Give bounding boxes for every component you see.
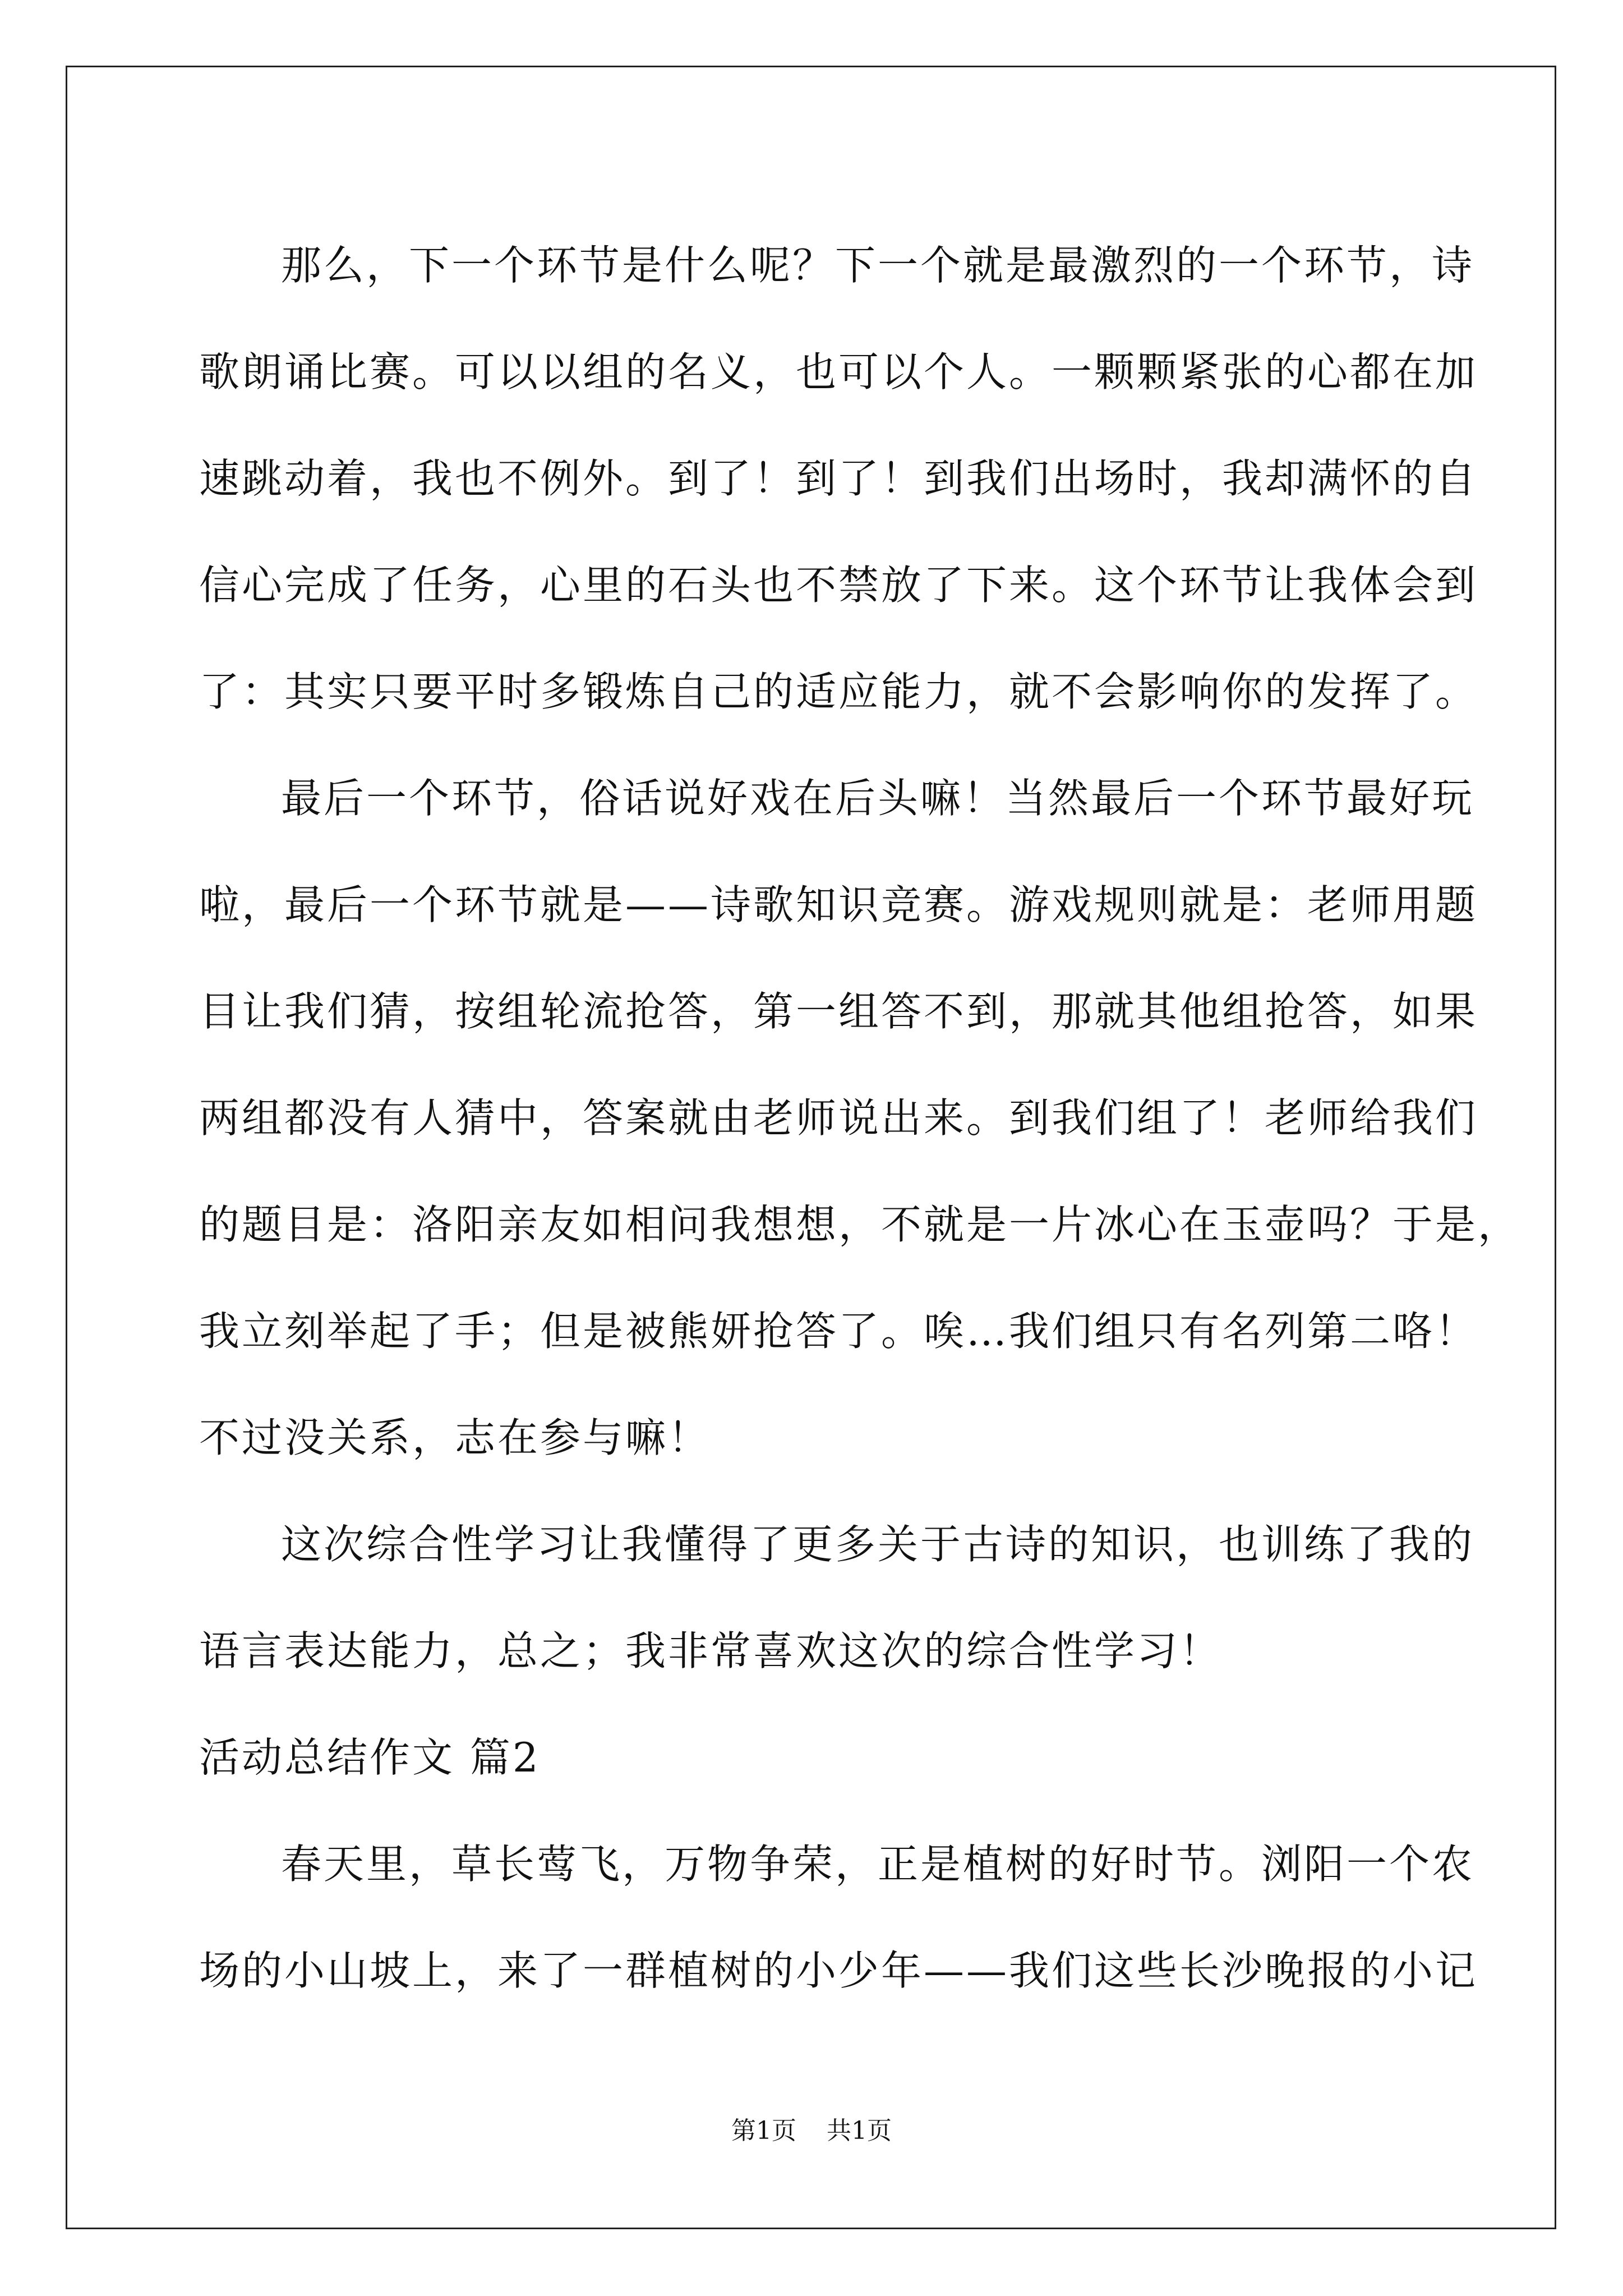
paragraph-2 <box>199 745 1521 1491</box>
text-line: 春天里，草长莺飞，万物争荣，正是植树的好时节。浏阳一个农 <box>281 1841 1475 1888</box>
text-line: 我立刻举起了手；但是被熊妍抢答了。唉…我们组只有名列第二咯！ <box>199 1308 1478 1355</box>
text-line: 信心完成了任务，心里的石头也不禁放了下来。这个环节让我体会到 <box>199 562 1478 609</box>
text-line: 不过没关系，志在参与嘛！ <box>199 1414 711 1461</box>
document-body <box>199 212 1521 2024</box>
paragraph-4 <box>199 1811 1478 2024</box>
text-line: 歌朗诵比赛。可以以组的名义，也可以个人。一颗颗紧张的心都在加 <box>199 348 1478 395</box>
page-footer <box>0 2110 1623 2146</box>
text-line: 两组都没有人猜中，答案就由老师说出来。到我们组了！老师给我们 <box>199 1094 1478 1142</box>
text-line: 这次综合性学习让我懂得了更多关于古诗的知识，也训练了我的 <box>281 1521 1475 1568</box>
text-line: 了：其实只要平时多锻炼自己的适应能力，就不会影响你的发挥了。 <box>199 668 1478 715</box>
text-line: 最后一个环节，俗话说好戏在后头嘛！当然最后一个环节最好玩 <box>281 775 1475 822</box>
text-line: 目让我们猜，按组轮流抢答，第一组答不到，那就其他组抢答，如果 <box>199 988 1478 1035</box>
text-line: 场的小山坡上，来了一群植树的小少年——我们这些长沙晚报的小记 <box>199 1947 1478 1994</box>
text-line: 的题目是：洛阳亲友如相问我想想，不就是一片冰心在玉壶吗？于是， <box>199 1201 1521 1248</box>
text-line: 速跳动着，我也不例外。到了！到了！到我们出场时，我却满怀的自 <box>199 455 1478 502</box>
text-line: 那么，下一个环节是什么呢？下一个就是最激烈的一个环节，诗 <box>281 242 1475 289</box>
section-heading: 活动总结作文 篇2 <box>199 1734 541 1781</box>
text-line: 啦，最后一个环节就是——诗歌知识竞赛。游戏规则就是：老师用题 <box>199 881 1478 928</box>
paragraph-3 <box>199 1491 1475 1704</box>
page-total: 共1页 <box>827 2116 892 2145</box>
page-number: 第1页 <box>731 2116 796 2145</box>
text-line: 语言表达能力，总之；我非常喜欢这次的综合性学习！ <box>199 1627 1223 1674</box>
paragraph-1 <box>199 212 1478 745</box>
